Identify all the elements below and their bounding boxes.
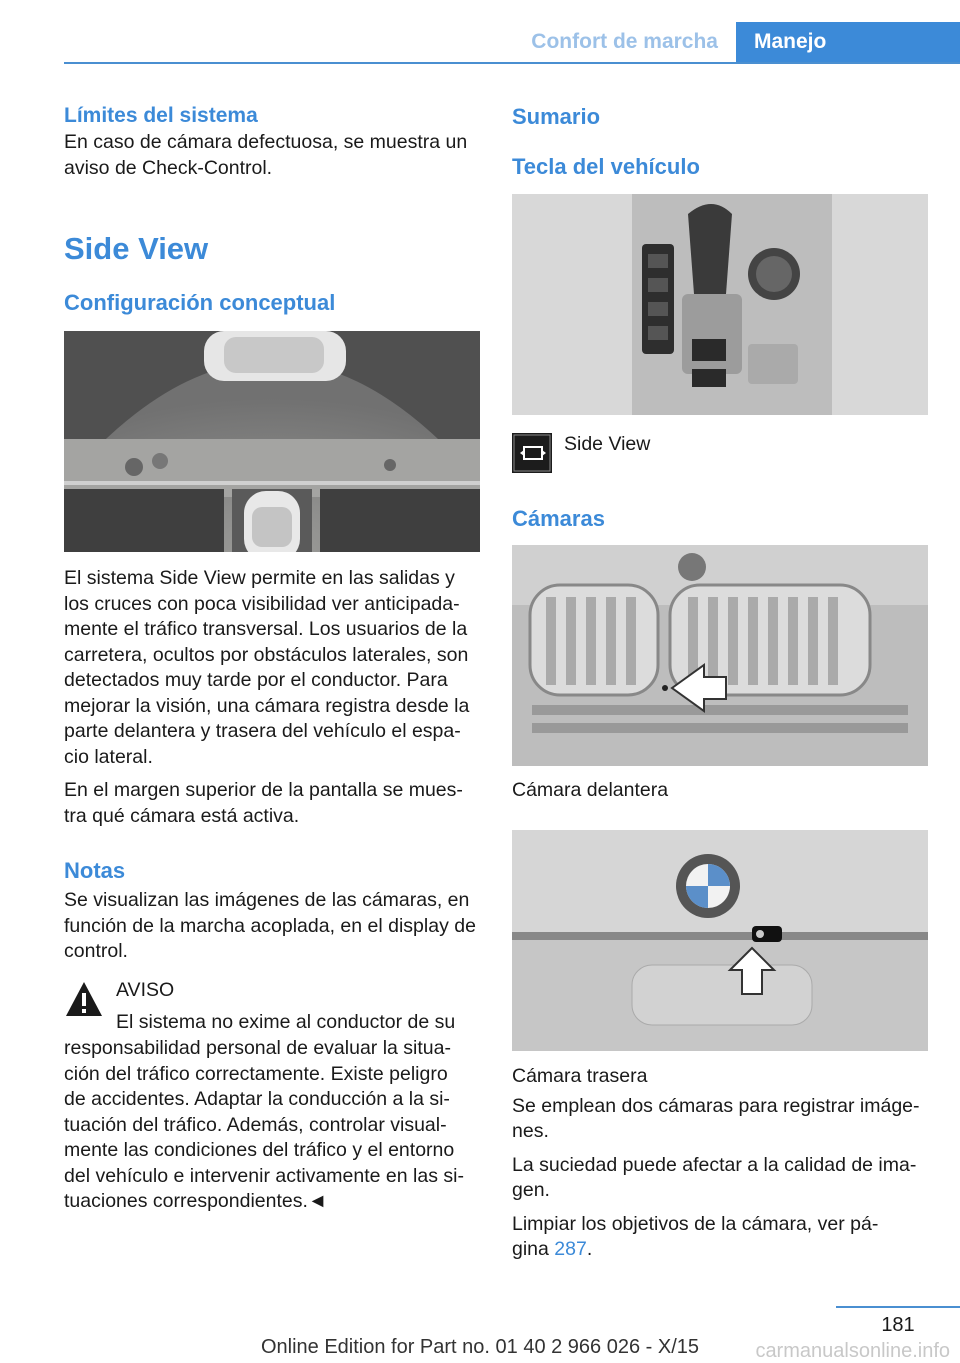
- aviso-text: [64, 1036, 484, 1215]
- side-view-camera-icon: [512, 433, 552, 473]
- desc-line: cio lateral.: [64, 745, 153, 768]
- aviso-label: AVISO: [116, 979, 175, 1001]
- side-view-label: Side View: [564, 433, 651, 455]
- aviso-line: mente las condiciones del tráfico y el entorno: [64, 1139, 455, 1161]
- front-camera-photo: [512, 545, 928, 766]
- desc-line: carretera, ocultos por obstáculos laterales, son: [64, 643, 469, 666]
- concept-illustration: [64, 331, 480, 552]
- limites-text: En caso de cámara defectuosa, se muestra un aviso de Check-Control.: [64, 131, 468, 179]
- notas-title: Notas: [64, 858, 126, 883]
- aviso-line: tuación del tráfico. Además, controlar visual-: [64, 1113, 447, 1136]
- footer-rule: [836, 1306, 960, 1308]
- notas-line: función de la marcha acoplada, en el display de: [64, 914, 476, 937]
- camaras-title: Cámaras: [512, 506, 605, 531]
- info-line: Se emplean dos cámaras para registrar imáge-: [512, 1094, 920, 1117]
- rear-camera-photo: [512, 830, 928, 1051]
- tecla-title: Tecla del vehículo: [512, 154, 700, 179]
- notas-paragraph: [64, 888, 484, 965]
- aviso-line: de accidentes. Adaptar la conducción a la si-: [64, 1088, 450, 1110]
- aviso-line: ción del tráfico correctamente. Existe peligro: [64, 1062, 448, 1085]
- active-camera-line: tra qué cámara está activa.: [64, 804, 300, 827]
- header-rule: [64, 62, 960, 64]
- desc-line: detectados muy tarde por el conductor. Para: [64, 669, 448, 691]
- warning-icon: [64, 978, 104, 1022]
- side-view-title: Side View: [64, 231, 209, 266]
- notas-line: control.: [64, 940, 128, 962]
- header-tab-manejo[interactable]: Manejo: [736, 22, 960, 62]
- description-paragraph: [64, 566, 484, 829]
- desc-line: mente el tráfico transversal. Los usuarios de la: [64, 618, 468, 640]
- info-line: nes.: [512, 1120, 549, 1142]
- info-line: La suciedad puede afectar a la calidad de ima-: [512, 1153, 917, 1176]
- page-ref-suffix: .: [586, 1238, 593, 1260]
- sumario-title: Sumario: [512, 104, 601, 129]
- page-ref-prefix: gina: [512, 1238, 555, 1260]
- aviso-first-line: El sistema no exime al conductor de su: [116, 1011, 456, 1033]
- limites-title: Límites del sistema: [64, 104, 258, 127]
- info-line: gen.: [512, 1179, 550, 1201]
- watermark: carmanualsonline.info: [755, 1340, 950, 1362]
- console-photo: [512, 194, 928, 415]
- aviso-line: responsabilidad personal de evaluar la situa-: [64, 1037, 451, 1059]
- aviso-line: tuaciones correspondientes.◄: [64, 1190, 328, 1212]
- desc-line: parte delantera y trasera del vehículo el espa-: [64, 720, 461, 742]
- info-line-with-link: [512, 1237, 932, 1263]
- rear-camera-caption: Cámara trasera: [512, 1065, 648, 1087]
- aviso-line: del vehículo e intervenir activamente en las si-: [64, 1164, 464, 1187]
- header-tab-confort[interactable]: Confort de marcha: [531, 30, 718, 53]
- edition-line: Online Edition for Part no. 01 40 2 966 026 - X/15: [260, 1336, 700, 1358]
- left-column: [64, 102, 484, 181]
- desc-line: El sistema Side View permite en las salidas y: [64, 567, 455, 589]
- desc-line: mejorar la visión, una cámara registra desde la: [64, 694, 470, 717]
- desc-line: los cruces con poca visibilidad ver anticipada-: [64, 592, 460, 615]
- page-number: 181: [881, 1314, 915, 1336]
- notas-line: Se visualizan las imágenes de las cámaras, en: [64, 889, 470, 911]
- rear-camera-text: [512, 1064, 932, 1263]
- active-camera-line: En el margen superior de la pantalla se mues-: [64, 779, 463, 801]
- page-ref-link[interactable]: 287: [554, 1238, 587, 1260]
- front-camera-caption: Cámara delantera: [512, 779, 669, 801]
- config-title: Configuración conceptual: [64, 290, 336, 315]
- info-line: Limpiar los objetivos de la cámara, ver pá-: [512, 1212, 879, 1235]
